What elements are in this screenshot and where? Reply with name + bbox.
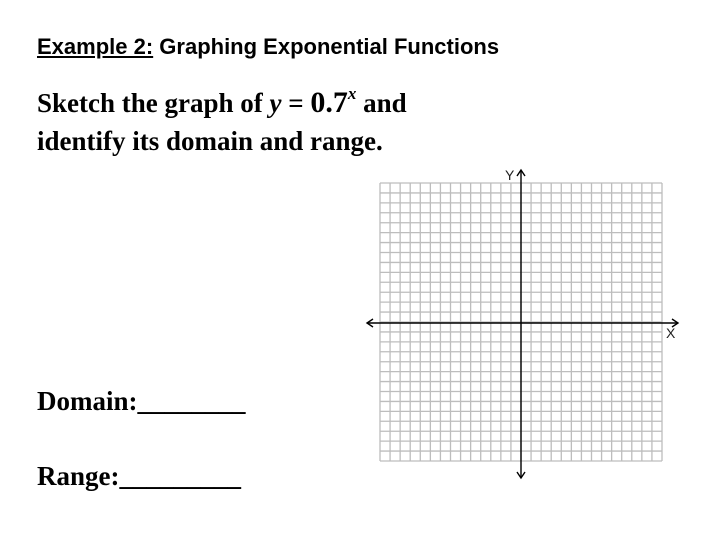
domain-label: Domain:	[37, 386, 138, 416]
example-topic: Graphing Exponential Functions	[153, 34, 500, 59]
equation-exponent: x	[347, 84, 357, 103]
range-label: Range:	[37, 461, 120, 491]
example-number: Example 2:	[37, 34, 154, 59]
range-blank[interactable]: _________	[119, 461, 241, 491]
equation-variable: y	[269, 88, 282, 118]
x-axis-label: X	[666, 325, 676, 341]
equation-base: 0.7	[310, 86, 348, 119]
problem-line-2: identify its domain and range.	[37, 126, 383, 156]
problem-line-1: Sketch the graph of $y = 0.7^x$ and	[37, 84, 407, 119]
domain-blank[interactable]: ________	[137, 386, 246, 416]
y-axis-label: Y	[505, 167, 515, 183]
